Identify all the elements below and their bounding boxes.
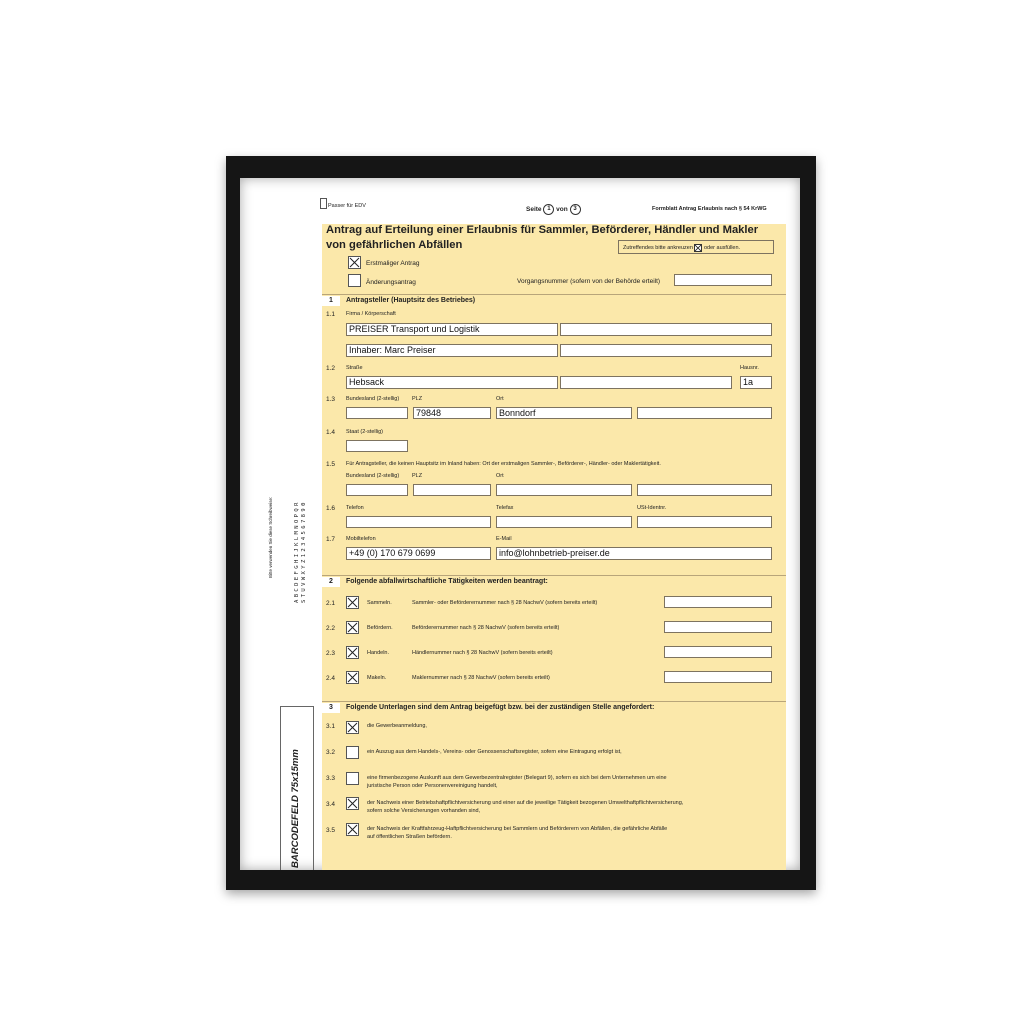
handelsregister-checkbox[interactable] [346, 746, 359, 759]
erstmalig-checkbox[interactable] [348, 256, 361, 269]
ust-label: USt-Identnr. [637, 505, 667, 511]
sammler-nummer-input[interactable] [664, 596, 772, 608]
s2-row-number: 2.4 [326, 675, 336, 682]
page-number: 1 [543, 204, 554, 215]
section-2-divider [322, 575, 786, 576]
ort2-input[interactable] [496, 484, 632, 496]
s3-row-text-2: juristische Person oder Personenvereinigung handelt, [367, 783, 498, 789]
section-2-title: Folgende abfallwirtschaftliche Tätigkeiten werden beantragt: [346, 578, 548, 585]
ausland-text: Für Antragsteller, die keinen Hauptsitz im Inland haben: Ort der erstmaligen Sammler-, Beförderer-, Händler- oder Maklertätigkeit. [346, 461, 661, 467]
s2-row-label: Sammeln. [367, 600, 392, 606]
s2-row-desc: Beförderernummer nach § 28 NachwV (sofern bereits erteilt) [412, 625, 560, 631]
ust-input[interactable] [637, 516, 772, 528]
gewerbezentralregister-checkbox[interactable] [346, 772, 359, 785]
firma-input-2b[interactable] [560, 344, 772, 357]
sub-1-3: 1.3 [326, 396, 336, 403]
plz-input[interactable]: 79848 [413, 407, 491, 419]
s3-row-text-2: sofern solche Versicherungen vorhanden sind, [367, 808, 481, 814]
section-3-divider [322, 701, 786, 702]
section-3-title: Folgende Unterlagen sind dem Antrag beigefügt bzw. bei der zuständigen Stelle angefordert: [346, 704, 655, 711]
sammeln-checkbox[interactable] [346, 596, 359, 609]
sub-1-5: 1.5 [326, 461, 336, 468]
ort-input-b[interactable] [637, 407, 772, 419]
s2-row-label: Handeln. [367, 650, 390, 656]
formblatt-label: Formblatt Antrag Erlaubnis nach § 54 KrWG [652, 206, 767, 212]
email-input[interactable]: info@lohnbetrieb-preiser.de [496, 547, 772, 560]
strasse-input[interactable]: Hebsack [346, 376, 558, 389]
befoerderer-nummer-input[interactable] [664, 621, 772, 633]
edv-marker [320, 198, 327, 209]
aenderung-checkbox[interactable] [348, 274, 361, 287]
vorgang-input[interactable] [674, 274, 772, 286]
befoerdern-checkbox[interactable] [346, 621, 359, 634]
staat-input[interactable] [346, 440, 408, 452]
haftpflicht-checkbox[interactable] [346, 797, 359, 810]
sub-1-6: 1.6 [326, 505, 336, 512]
grid-row-letters: ABCDEFGHIJKLMNOPQR [294, 500, 300, 603]
s3-row-number: 3.3 [326, 775, 336, 782]
s2-row-label: Makeln. [367, 675, 387, 681]
s3-row-text: der Nachweis einer Betriebshaftpflichtversicherung und einer auf die jeweilige Tätigkeit bezogenen Umwelthaftpflichtversicherung, [367, 800, 684, 806]
telefon-label: Telefon [346, 505, 364, 511]
s3-row-text: die Gewerbeanmeldung, [367, 723, 427, 729]
sub-1-4: 1.4 [326, 429, 336, 436]
firma-input-1[interactable]: PREISER Transport und Logistik [346, 323, 558, 336]
form-title-line1: Antrag auf Erteilung einer Erlaubnis für Sammler, Beförderer, Händler und Makler [326, 224, 759, 236]
form-title-line2: von gefährlichen Abfällen [326, 239, 463, 251]
s3-row-number: 3.2 [326, 749, 336, 756]
gewerbeanmeldung-checkbox[interactable] [346, 721, 359, 734]
aenderung-label: Änderungsantrag [366, 279, 416, 286]
strasse-label: Straße [346, 365, 363, 371]
section-1-divider [322, 294, 786, 295]
email-label: E-Mail [496, 536, 512, 542]
section-3-number: 3 [322, 703, 340, 713]
staat-label: Staat (2-stellig) [346, 429, 383, 435]
telefax-input[interactable] [496, 516, 632, 528]
ort2-input-b[interactable] [637, 484, 772, 496]
bundesland-label: Bundesland (2-stellig) [346, 396, 400, 402]
section-2-number: 2 [322, 577, 340, 587]
ort2-label: Ort [496, 473, 504, 479]
von-label: von [556, 206, 568, 214]
bundesland2-label: Bundesland (2-stellig) [346, 473, 400, 479]
bundesland2-input[interactable] [346, 484, 408, 496]
makeln-checkbox[interactable] [346, 671, 359, 684]
strasse-input-b[interactable] [560, 376, 732, 389]
mobil-input[interactable]: +49 (0) 170 679 0699 [346, 547, 491, 560]
firma-input-2[interactable]: Inhaber: Marc Preiser [346, 344, 558, 357]
telefon-input[interactable] [346, 516, 491, 528]
plz2-input[interactable] [413, 484, 491, 496]
mobil-label: Mobiltelefon [346, 536, 376, 542]
ort-input[interactable]: Bonndorf [496, 407, 632, 419]
s2-row-desc: Maklernummer nach § 28 NachwV (sofern bereits erteilt) [412, 675, 550, 681]
s2-row-number: 2.1 [326, 600, 336, 607]
hint-text-end: oder ausfüllen. [703, 245, 741, 251]
s2-row-number: 2.2 [326, 625, 336, 632]
kfz-haftpflicht-checkbox[interactable] [346, 823, 359, 836]
hint-box [618, 240, 774, 254]
erstmalig-label: Erstmaliger Antrag [366, 260, 420, 267]
s2-row-number: 2.3 [326, 650, 336, 657]
firma-label: Firma / Körperschaft [346, 311, 396, 317]
frame-mat [240, 178, 800, 870]
vorgang-label: Vorgangsnummer (sofern von der Behörde erteilt) [517, 278, 661, 285]
hausnr-label: Hausnr. [740, 365, 759, 371]
s3-row-text: eine firmenbezogene Auskunft aus dem Gewerbezentralregister (Belegart 9), sofern es sich bei dem Unternehmen um eine [367, 775, 667, 781]
barcode-label: BARCODEFELD 75x15mm [290, 749, 301, 868]
page-indicator [526, 204, 581, 215]
s3-row-text: ein Auszug aus dem Handels-, Vereins- oder Genossenschaftsregister, sofern eine Eintragung erfolgt ist, [367, 749, 622, 755]
section-1-title: Antragsteller (Hauptsitz des Betriebes) [346, 297, 476, 304]
schreibweise-grid [294, 463, 308, 603]
s3-row-text-2: auf öffentlichen Straßen befördern. [367, 834, 452, 840]
sub-1-7: 1.7 [326, 536, 336, 543]
passer-label: Passer für EDV [328, 203, 366, 209]
s2-row-label: Befördern. [367, 625, 393, 631]
page-total: 3 [570, 204, 581, 215]
section-1-number: 1 [322, 296, 340, 306]
s3-row-text: der Nachweis der Kraftfahrzeug-Haftpflichtversicherung bei Sammlern und Beförderern von Abfällen, die gefährliche Abfälle [367, 826, 668, 832]
sub-1-2: 1.2 [326, 365, 336, 372]
telefax-label: Telefax [496, 505, 514, 511]
makler-nummer-input[interactable] [664, 671, 772, 683]
hausnr-input[interactable]: 1a [740, 376, 772, 389]
hint-checkbox-icon [694, 244, 702, 252]
handeln-checkbox[interactable] [346, 646, 359, 659]
grid-row-digits: STUVWXYZ1234567890 [301, 500, 307, 603]
firma-input-1b[interactable] [560, 323, 772, 336]
bundesland-input[interactable] [346, 407, 408, 419]
picture-frame [226, 156, 816, 890]
plz-label: PLZ [412, 396, 423, 402]
seite-label: Seite [526, 206, 542, 214]
s2-row-desc: Händlernummer nach § 28 NachwV (sofern bereits erteilt) [412, 650, 553, 656]
s3-row-number: 3.5 [326, 827, 336, 834]
s3-row-number: 3.1 [326, 723, 336, 730]
hint-text: Zutreffendes bitte ankreuzen [623, 245, 693, 251]
plz2-label: PLZ [412, 473, 423, 479]
s3-row-number: 3.4 [326, 801, 336, 808]
s2-row-desc: Sammler- oder Beförderernummer nach § 28 NachwV (sofern bereits erteilt) [412, 600, 598, 606]
ort-label: Ort [496, 396, 504, 402]
form-sheet [240, 178, 800, 870]
schreibweise-label: Bitte verwenden Sie diese Schreibweise: [268, 496, 273, 578]
haendler-nummer-input[interactable] [664, 646, 772, 658]
sub-1-1: 1.1 [326, 311, 336, 318]
